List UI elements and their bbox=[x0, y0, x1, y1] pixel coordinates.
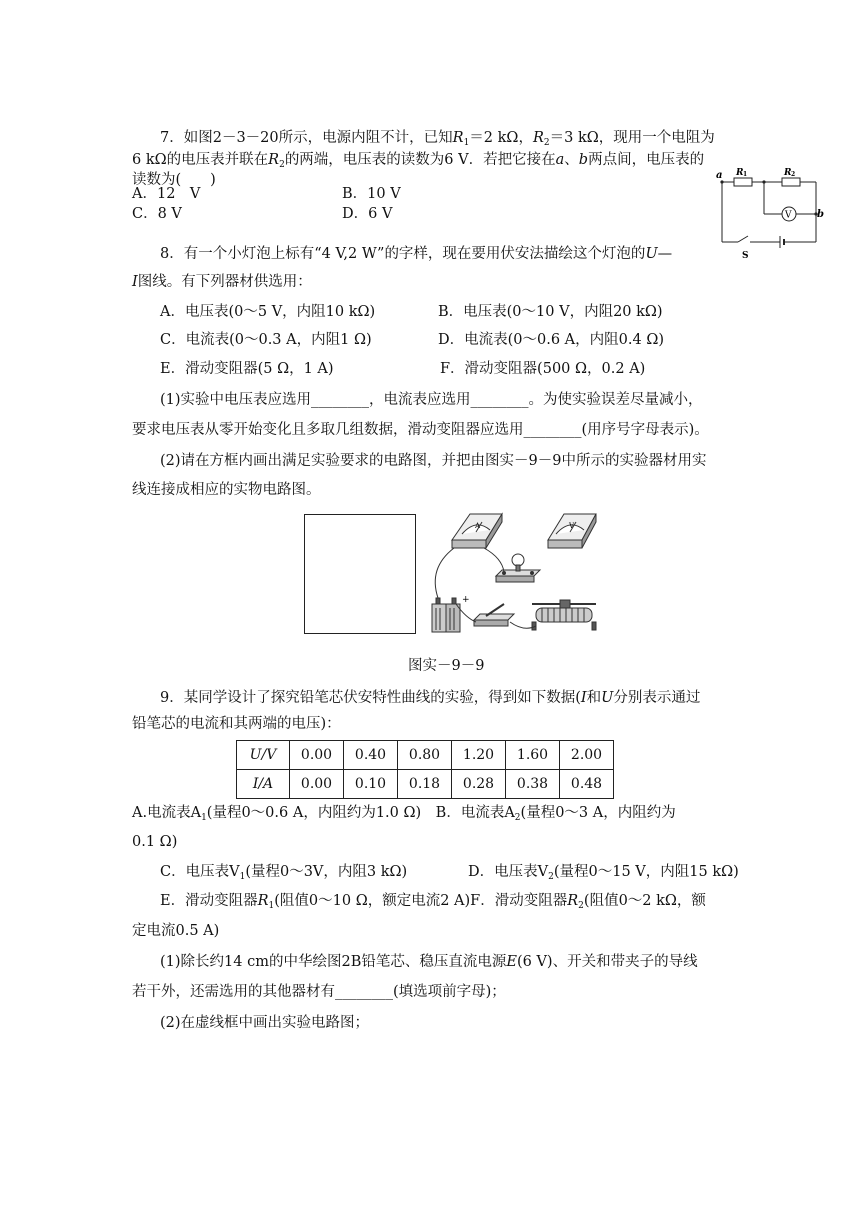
q9-opt-e-text: E．滑动变阻器 bbox=[160, 893, 258, 909]
q7-line2 bbox=[132, 150, 704, 170]
q8-option-c: C．电流表(0～0.3 A，内阻1 Ω) bbox=[160, 332, 372, 348]
q9-option-ab-line1 bbox=[132, 803, 676, 823]
q9-opt-ab-text: (量程0～0.6 A，内阻约为1.0 Ω) B．电流表A bbox=[206, 805, 515, 821]
q8-i-symbol: I bbox=[132, 274, 138, 290]
figure-caption: 图实－9－9 bbox=[408, 658, 485, 674]
q7-r2-sub: 2 bbox=[543, 138, 550, 148]
q7-l2-text: 6 kΩ的电压表并联在 bbox=[132, 152, 269, 168]
q9-line1 bbox=[160, 688, 700, 708]
table-cell: 0.00 bbox=[290, 770, 344, 799]
q7-line1 bbox=[160, 128, 715, 148]
switch-device bbox=[474, 604, 514, 626]
q7-option-d: D．6 V bbox=[342, 206, 393, 222]
q8-part2-line1: (2)请在方框内画出满足实验要求的电路图，并把由图实－9－9中所示的实验器材用实 bbox=[160, 453, 707, 469]
q9-v1-sub: 1 bbox=[239, 872, 246, 882]
ammeter-label: A bbox=[475, 522, 481, 530]
answer-drawing-box bbox=[304, 514, 416, 634]
q7-r2-symbol-2: R bbox=[268, 152, 280, 168]
q8-option-b: B．电压表(0～10 V，内阻20 kΩ) bbox=[438, 304, 663, 320]
q8-option-e: E．滑动变阻器(5 Ω，1 A) bbox=[160, 361, 334, 377]
q8-part1-line2: 要求电压表从零开始变化且多取几组数据，滑动变阻器应选用________(用序号字母表示)。 bbox=[132, 422, 709, 438]
table-row bbox=[237, 770, 614, 799]
q8-option-a: A．电压表(0～5 V，内阻10 kΩ) bbox=[160, 304, 376, 320]
q9-opt-f-text: (阻值0～2 kΩ，额 bbox=[583, 893, 706, 909]
q9-part1-line2: 若干外，还需选用的其他器材有________(填选项前字母)； bbox=[132, 984, 506, 1000]
q9-l1-and: 和 bbox=[586, 690, 602, 706]
q8-line2 bbox=[132, 272, 312, 292]
q9-opt-a-text: A.电流表A bbox=[132, 805, 202, 821]
q9-option-ab-line2: 0.1 Ω) bbox=[132, 834, 178, 850]
q8-l2-text: 图线。有下列器材供选用： bbox=[137, 274, 312, 290]
q8-part1-line1: (1)实验中电压表应选用________，电流表应选用________。为使实验误差尽量减小， bbox=[160, 392, 703, 408]
table-cell: 0.28 bbox=[452, 770, 506, 799]
rheostat-device bbox=[532, 600, 596, 630]
q7-r2-label: R bbox=[784, 168, 792, 178]
voltmeter-device bbox=[548, 514, 596, 548]
q9-opt-d-text: D．电压表V bbox=[468, 864, 549, 880]
apparatus-figure bbox=[424, 508, 614, 640]
q7-option-b: B．10 V bbox=[342, 186, 401, 202]
q9-l1-text2: 分别表示通过 bbox=[613, 690, 701, 706]
table-cell: 1.20 bbox=[452, 741, 506, 770]
q7-voltmeter-label: V bbox=[785, 210, 792, 221]
q7-l2-text3: 两点间，电压表的 bbox=[588, 152, 705, 168]
q7-l1-text2: ＝2 kΩ， bbox=[469, 130, 533, 146]
q7-r2-symbol: R bbox=[532, 130, 544, 146]
table-row bbox=[237, 741, 614, 770]
q8-dash: — bbox=[657, 246, 673, 262]
q7-line3: 读数为( ) bbox=[132, 172, 216, 188]
table-cell: 0.00 bbox=[290, 741, 344, 770]
r1-resistor bbox=[734, 178, 752, 186]
q9-r1-sub: 1 bbox=[268, 901, 275, 911]
q7-option-a: A．12 V bbox=[132, 186, 201, 202]
q7-r1-label-sub: 1 bbox=[743, 171, 748, 178]
table-cell: 0.40 bbox=[344, 741, 398, 770]
table-cell: 1.60 bbox=[506, 741, 560, 770]
q7-sep: 、 bbox=[564, 152, 579, 168]
q9-option-d bbox=[468, 862, 739, 882]
ammeter-device bbox=[452, 514, 502, 548]
battery-plus-sign: + bbox=[462, 595, 470, 605]
q7-r2-sub-2: 2 bbox=[279, 160, 285, 170]
q7-r2-label-sub: 2 bbox=[791, 171, 796, 178]
q7-l1-text3: ＝3 kΩ，现用一个电阻为 bbox=[549, 130, 715, 146]
battery-pack-device bbox=[432, 598, 460, 632]
q9-part2: (2)在虚线框中画出实验电路图； bbox=[160, 1015, 370, 1031]
q9-line2: 铅笔芯的电流和其两端的电压)： bbox=[132, 716, 341, 732]
q9-r2-symbol: R bbox=[567, 893, 579, 909]
q7-node-a: a bbox=[716, 170, 723, 181]
q9-p1-text2: (6 V)、开关和带夹子的导线 bbox=[516, 954, 698, 970]
q7-option-c: C．8 V bbox=[132, 206, 182, 222]
q8-u-symbol: U bbox=[645, 246, 658, 262]
q9-v2-sub: 2 bbox=[548, 872, 554, 882]
q9-opt-c-text2: (量程0～3V，内阻3 kΩ) bbox=[245, 864, 408, 880]
q9-option-c bbox=[160, 862, 407, 882]
table-header-cell: I/A bbox=[237, 770, 290, 799]
voltmeter-label: V bbox=[569, 522, 575, 530]
q7-a-symbol: a bbox=[555, 152, 565, 168]
switch-symbol bbox=[738, 236, 748, 242]
q7-l2-text2: 的两端，电压表的读数为6 V．若把它接在 bbox=[284, 152, 556, 168]
q8-option-f: F．滑动变阻器(500 Ω，0.2 A) bbox=[440, 361, 646, 377]
q8-part2-line2: 线连接成相应的实物电路图。 bbox=[132, 482, 321, 498]
q9-i-symbol: I bbox=[580, 690, 587, 706]
q9-data-table bbox=[236, 740, 614, 799]
q7-r1-label: R bbox=[736, 168, 744, 178]
table-cell: 0.10 bbox=[344, 770, 398, 799]
q8-l1-text: 8．有一个小灯泡上标有“4 V,2 W”的字样，现在要用伏安法描绘这个灯泡的 bbox=[160, 246, 646, 262]
q9-option-ef-line2: 定电流0.5 A) bbox=[132, 923, 220, 939]
r2-resistor bbox=[782, 178, 800, 186]
table-cell: 0.80 bbox=[398, 741, 452, 770]
q7-switch-label: S bbox=[742, 251, 749, 261]
table-header-cell: U/V bbox=[237, 741, 290, 770]
q7-circuit-diagram bbox=[712, 162, 824, 262]
q9-a2-sub: 2 bbox=[514, 813, 521, 823]
q8-line1 bbox=[160, 244, 672, 264]
q9-opt-ef-text: (阻值0～10 Ω，额定电流2 A)F．滑动变阻器 bbox=[274, 893, 568, 909]
q9-p1-text: (1)除长约14 cm的中华绘图2B铅笔芯、稳压直流电源 bbox=[160, 954, 507, 970]
q7-l1-text: 7．如图2－3－20所示，电源内阻不计，已知 bbox=[160, 130, 453, 146]
q9-r2-sub: 2 bbox=[578, 901, 584, 911]
q9-l1-text: 9．某同学设计了探究铅笔芯伏安特性曲线的实验，得到如下数据( bbox=[160, 690, 581, 706]
q9-u-symbol: U bbox=[601, 690, 614, 706]
table-cell: 0.38 bbox=[506, 770, 560, 799]
q7-r1-symbol: R bbox=[452, 130, 464, 146]
q7-node-b: b bbox=[817, 209, 824, 220]
q8-option-d: D．电流表(0～0.6 A，内阻0.4 Ω) bbox=[438, 332, 664, 348]
table-cell: 0.18 bbox=[398, 770, 452, 799]
q9-opt-b-text: (量程0～3 A，内阻约为 bbox=[520, 805, 676, 821]
q9-r1-symbol: R bbox=[257, 893, 269, 909]
q7-r1-sub: 1 bbox=[463, 138, 470, 148]
q9-opt-c-text: C．电压表V bbox=[160, 864, 240, 880]
q7-b-symbol: b bbox=[578, 152, 589, 168]
q9-option-ef-line1 bbox=[160, 891, 706, 911]
q9-e-symbol: E bbox=[506, 954, 517, 970]
q9-part1-line1 bbox=[160, 952, 698, 972]
q9-a1-sub: 1 bbox=[201, 813, 207, 823]
table-cell: 2.00 bbox=[560, 741, 614, 770]
q9-opt-d-text2: (量程0～15 V，内阻15 kΩ) bbox=[553, 864, 739, 880]
table-cell: 0.48 bbox=[560, 770, 614, 799]
